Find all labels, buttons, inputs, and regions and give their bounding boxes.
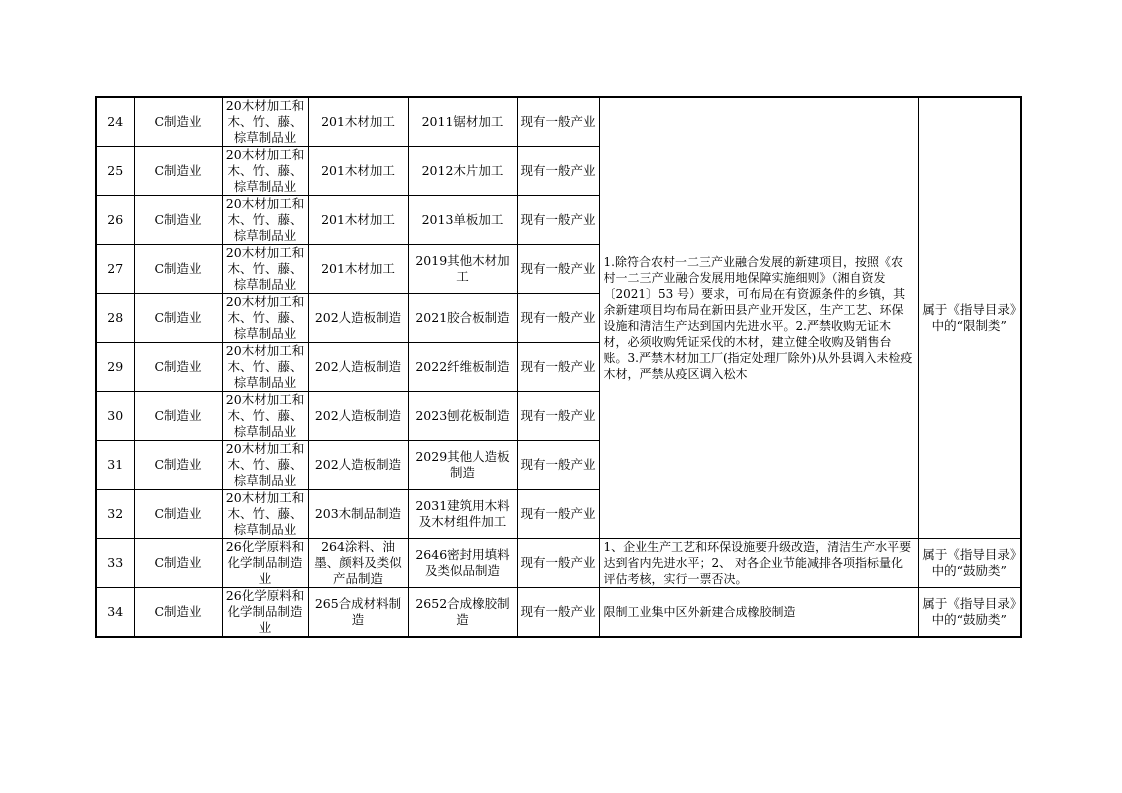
- row-number-cell: 31: [96, 441, 134, 490]
- major-class-cell: 20木材加工和木、竹、藤、棕草制品业: [222, 245, 308, 294]
- major-class-cell: 20木材加工和木、竹、藤、棕草制品业: [222, 147, 308, 196]
- mid-class-cell: 201木材加工: [308, 196, 408, 245]
- status-cell: 现有一般产业: [517, 490, 599, 539]
- major-class-cell: 20木材加工和木、竹、藤、棕草制品业: [222, 196, 308, 245]
- mid-class-cell: 202人造板制造: [308, 294, 408, 343]
- small-class-cell: 2023刨花板制造: [408, 392, 517, 441]
- row-number-cell: 33: [96, 539, 134, 588]
- mid-class-cell: 202人造板制造: [308, 392, 408, 441]
- small-class-cell: 2012木片加工: [408, 147, 517, 196]
- table-row: [96, 588, 1021, 638]
- status-cell: 现有一般产业: [517, 392, 599, 441]
- status-cell: 现有一般产业: [517, 588, 599, 638]
- small-class-cell: 2646密封用填料及类似品制造: [408, 539, 517, 588]
- table-row: [96, 539, 1021, 588]
- status-cell: 现有一般产业: [517, 294, 599, 343]
- small-class-cell: 2652合成橡胶制造: [408, 588, 517, 638]
- row34-requirement-cell: 限制工业集中区外新建合成橡胶制造: [599, 588, 918, 638]
- row-number-cell: 27: [96, 245, 134, 294]
- category-cell: C制造业: [134, 147, 222, 196]
- mid-class-cell: 201木材加工: [308, 147, 408, 196]
- row-number-cell: 26: [96, 196, 134, 245]
- mid-class-cell: 265合成材料制造: [308, 588, 408, 638]
- major-class-cell: 26化学原料和化学制品制造业: [222, 588, 308, 638]
- small-class-cell: 2011锯材加工: [408, 97, 517, 147]
- category-cell: C制造业: [134, 441, 222, 490]
- row34-note-cell: 属于《指导目录》中的“鼓励类”: [918, 588, 1021, 638]
- status-cell: 现有一般产业: [517, 343, 599, 392]
- small-class-cell: 2031建筑用木料及木材组件加工: [408, 490, 517, 539]
- major-class-cell: 20木材加工和木、竹、藤、棕草制品业: [222, 441, 308, 490]
- mid-class-cell: 203木制品制造: [308, 490, 408, 539]
- industry-table: [95, 96, 1022, 638]
- category-cell: C制造业: [134, 294, 222, 343]
- row-number-cell: 34: [96, 588, 134, 638]
- row-number-cell: 28: [96, 294, 134, 343]
- row-number-cell: 32: [96, 490, 134, 539]
- status-cell: 现有一般产业: [517, 196, 599, 245]
- mid-class-cell: 264涂料、油墨、颜料及类似产品制造: [308, 539, 408, 588]
- wood-requirement-cell: 1.除符合农村一二三产业融合发展的新建项目，按照《农村一二三产业融合发展用地保障实施细则》（湘自资发〔2021〕53 号）要求，可布局在有资源条件的乡镇，其余新建项目均布局在新田县产业开发区，生产工艺、环保设施和清洁生产达到国内先进水平。2.严禁收购无证木材，必须收购凭证采伐的木材，建立健全收购及销售台账。3.严禁木材加工厂(指定处理厂除外)从外县调入未检疫木材，严禁从疫区调入松木: [599, 97, 918, 539]
- category-cell: C制造业: [134, 490, 222, 539]
- small-class-cell: 2013单板加工: [408, 196, 517, 245]
- status-cell: 现有一般产业: [517, 245, 599, 294]
- row-number-cell: 25: [96, 147, 134, 196]
- major-class-cell: 20木材加工和木、竹、藤、棕草制品业: [222, 490, 308, 539]
- row-number-cell: 29: [96, 343, 134, 392]
- small-class-cell: 2029其他人造板制造: [408, 441, 517, 490]
- category-cell: C制造业: [134, 588, 222, 638]
- category-cell: C制造业: [134, 245, 222, 294]
- category-cell: C制造业: [134, 97, 222, 147]
- major-class-cell: 26化学原料和化学制品制造业: [222, 539, 308, 588]
- mid-class-cell: 202人造板制造: [308, 441, 408, 490]
- row-number-cell: 30: [96, 392, 134, 441]
- major-class-cell: 20木材加工和木、竹、藤、棕草制品业: [222, 294, 308, 343]
- status-cell: 现有一般产业: [517, 539, 599, 588]
- mid-class-cell: 202人造板制造: [308, 343, 408, 392]
- row33-note-cell: 属于《指导目录》中的“鼓励类”: [918, 539, 1021, 588]
- category-cell: C制造业: [134, 196, 222, 245]
- wood-note-cell: 属于《指导目录》中的“限制类”: [918, 97, 1021, 539]
- mid-class-cell: 201木材加工: [308, 245, 408, 294]
- row-number-cell: 24: [96, 97, 134, 147]
- status-cell: 现有一般产业: [517, 97, 599, 147]
- small-class-cell: 2019其他木材加工: [408, 245, 517, 294]
- status-cell: 现有一般产业: [517, 147, 599, 196]
- category-cell: C制造业: [134, 392, 222, 441]
- major-class-cell: 20木材加工和木、竹、藤、棕草制品业: [222, 97, 308, 147]
- status-cell: 现有一般产业: [517, 441, 599, 490]
- category-cell: C制造业: [134, 539, 222, 588]
- small-class-cell: 2021胶合板制造: [408, 294, 517, 343]
- table-row: [96, 97, 1021, 147]
- category-cell: C制造业: [134, 343, 222, 392]
- row33-requirement-cell: 1、企业生产工艺和环保设施要升级改造，清洁生产水平要达到省内先进水平；2、 对各企业节能减排各项指标量化评估考核，实行一票否决。: [599, 539, 918, 588]
- small-class-cell: 2022纤维板制造: [408, 343, 517, 392]
- major-class-cell: 20木材加工和木、竹、藤、棕草制品业: [222, 343, 308, 392]
- mid-class-cell: 201木材加工: [308, 97, 408, 147]
- major-class-cell: 20木材加工和木、竹、藤、棕草制品业: [222, 392, 308, 441]
